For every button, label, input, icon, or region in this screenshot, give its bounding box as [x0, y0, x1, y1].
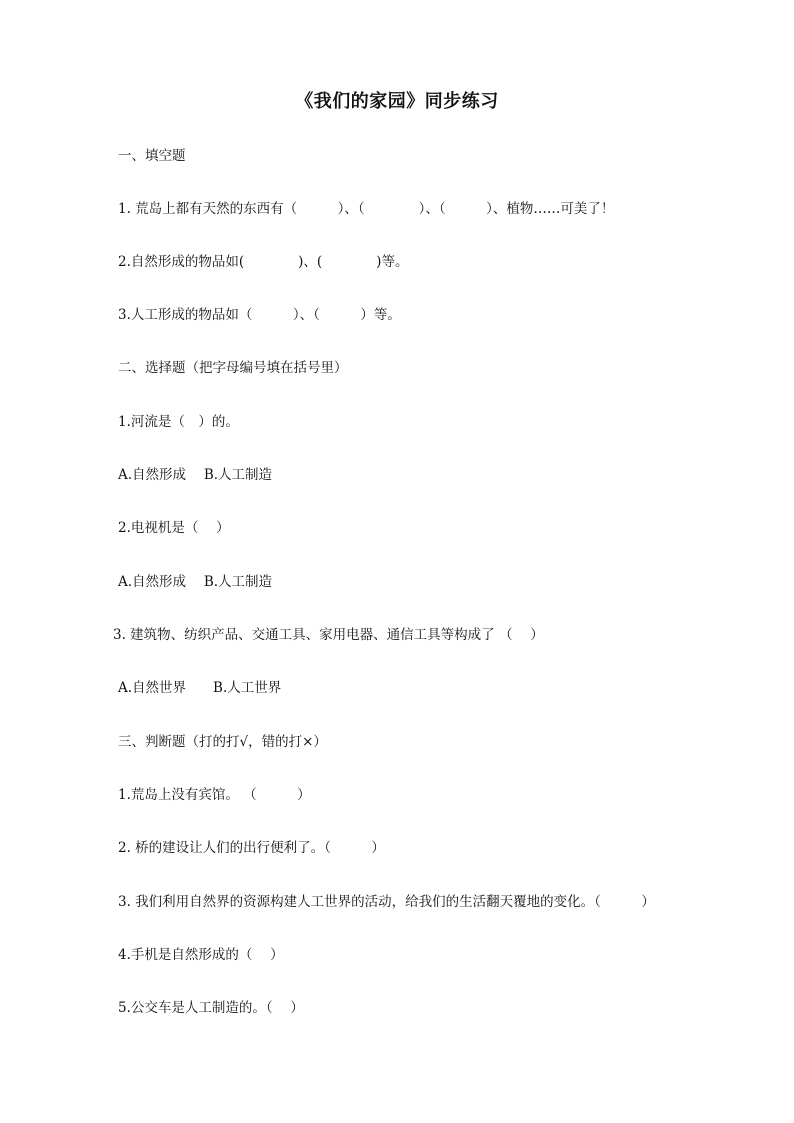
- judge-question-3: 3. 我们利用自然界的资源构建人工世界的活动，给我们的生活翻天覆地的变化。（ ）: [118, 894, 655, 910]
- section-2-heading: 二、选择题（把字母编号填在括号里）: [118, 360, 348, 376]
- section-1-heading: 一、填空题: [118, 148, 186, 164]
- judge-question-1: 1.荒岛上没有宾馆。 （ ）: [118, 787, 311, 803]
- choice-question-1: 1.河流是（ ）的。: [118, 414, 239, 430]
- choice-question-3-options: A.自然世界 B.人工世界: [118, 680, 282, 696]
- fill-blank-question-3: 3.人工形成的物品如（ ）、（ ）等。: [118, 307, 401, 323]
- choice-question-2: 2.电视机是（ ）: [118, 520, 230, 536]
- choice-question-1-options: A.自然形成 B.人工制造: [118, 467, 273, 483]
- judge-question-5: 5.公交车是人工制造的。（ ）: [118, 1000, 304, 1016]
- document-title: 《我们的家园》同步练习: [295, 91, 499, 112]
- choice-question-2-options: A.自然形成 B.人工制造: [118, 574, 273, 590]
- judge-question-4: 4.手机是自然形成的（ ）: [118, 947, 284, 963]
- section-3-heading: 三、判断题（打的打√，错的打×）: [118, 734, 327, 750]
- choice-question-3: 3. 建筑物、纺织产品、交通工具、家用电器、通信工具等构成了 （ ）: [113, 627, 544, 643]
- judge-question-2: 2. 桥的建设让人们的出行便利了。（ ）: [118, 840, 385, 856]
- fill-blank-question-1: 1. 荒岛上都有天然的东西有（ ）、（ ）、（ ）、植物……可美了！: [118, 201, 615, 217]
- fill-blank-question-2: 2.自然形成的物品如( )、( )等。: [118, 254, 409, 270]
